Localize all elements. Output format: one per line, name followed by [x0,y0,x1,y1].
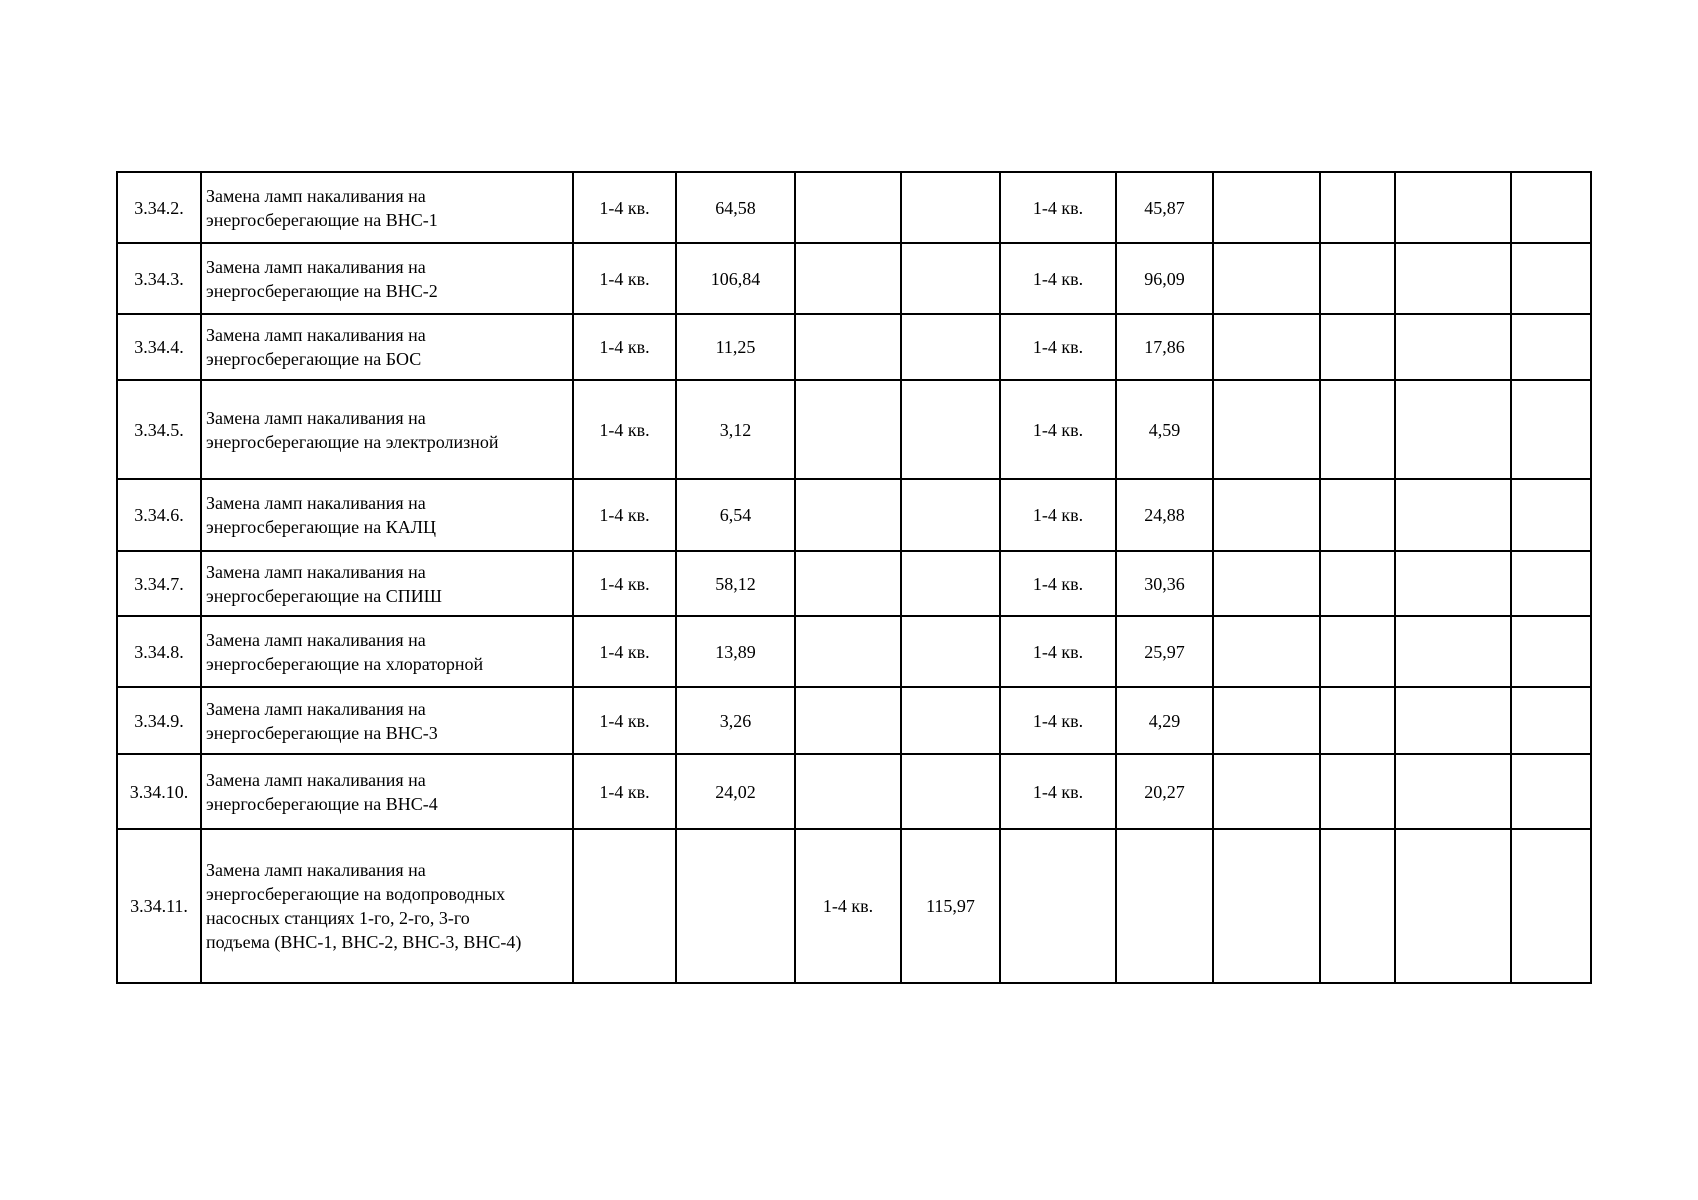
value-col-3: 24,88 [1116,479,1213,551]
empty-col-8 [1320,243,1395,314]
period-col-1: 1-4 кв. [573,243,676,314]
period-col-2 [795,172,901,243]
period-col-2 [795,551,901,616]
empty-col-9 [1395,380,1511,479]
row-number: 3.34.4. [117,314,201,380]
empty-col-10 [1511,829,1591,983]
row-description [201,243,573,314]
empty-col-8 [1320,380,1395,479]
row-number: 3.34.5. [117,380,201,479]
empty-col-9 [1395,172,1511,243]
description-line: Замена ламп накаливания на [206,561,426,582]
row-description [201,616,573,687]
period-col-3: 1-4 кв. [1000,687,1116,754]
empty-col-9 [1395,243,1511,314]
value-col-1 [676,829,795,983]
empty-col-10 [1511,616,1591,687]
empty-col-8 [1320,551,1395,616]
period-col-1 [573,829,676,983]
row-description [201,829,573,983]
description-line: Замена ламп накаливания на [206,629,426,650]
period-col-2 [795,687,901,754]
period-col-2 [795,380,901,479]
period-col-2 [795,314,901,380]
value-col-3: 20,27 [1116,754,1213,829]
row-description [201,314,573,380]
empty-col-9 [1395,687,1511,754]
period-col-2 [795,243,901,314]
empty-col-10 [1511,243,1591,314]
empty-col-7 [1213,243,1320,314]
empty-col-10 [1511,314,1591,380]
table-row [117,314,1591,380]
description-line: Замена ламп накаливания на [206,256,426,277]
description-line: Замена ламп накаливания на [206,185,426,206]
period-col-3 [1000,829,1116,983]
row-description [201,479,573,551]
value-col-1: 58,12 [676,551,795,616]
period-col-3: 1-4 кв. [1000,479,1116,551]
value-col-3: 4,59 [1116,380,1213,479]
table-row [117,687,1591,754]
table-row [117,243,1591,314]
empty-col-8 [1320,687,1395,754]
row-number: 3.34.8. [117,616,201,687]
description-line: энергосберегающие на БОС [206,349,422,369]
description-line: Замена ламп накаливания на [206,698,426,719]
row-description [201,172,573,243]
description-line: насосных станциях 1-го, 2-го, 3-го [206,908,470,928]
empty-col-7 [1213,551,1320,616]
value-col-3: 25,97 [1116,616,1213,687]
period-col-3: 1-4 кв. [1000,754,1116,829]
row-description [201,754,573,829]
value-col-2 [901,479,1000,551]
value-col-2 [901,243,1000,314]
table-row [117,616,1591,687]
period-col-3: 1-4 кв. [1000,616,1116,687]
value-col-1: 3,26 [676,687,795,754]
empty-col-8 [1320,616,1395,687]
period-col-3: 1-4 кв. [1000,172,1116,243]
value-col-1: 106,84 [676,243,795,314]
period-col-1: 1-4 кв. [573,380,676,479]
description-line: энергосберегающие на ВНС-2 [206,280,438,301]
description-line: энергосберегающие на водопроводных [206,884,506,904]
value-col-3: 45,87 [1116,172,1213,243]
value-col-2 [901,380,1000,479]
description-line: Замена ламп накаливания на [206,769,426,790]
period-col-3: 1-4 кв. [1000,551,1116,616]
row-number: 3.34.2. [117,172,201,243]
empty-col-7 [1213,687,1320,754]
row-description [201,687,573,754]
period-col-2 [795,616,901,687]
empty-col-8 [1320,754,1395,829]
empty-col-7 [1213,616,1320,687]
table-row [117,551,1591,616]
table-row [117,172,1591,243]
description-line: энергосберегающие на ВНС-4 [206,793,438,814]
description-line: энергосберегающие на СПИШ [206,585,442,606]
period-col-1: 1-4 кв. [573,314,676,380]
empty-col-8 [1320,172,1395,243]
row-number: 3.34.6. [117,479,201,551]
value-col-3: 96,09 [1116,243,1213,314]
description-line: энергосберегающие на ВНС-1 [206,209,438,230]
value-col-3: 4,29 [1116,687,1213,754]
period-col-1: 1-4 кв. [573,754,676,829]
empty-col-7 [1213,172,1320,243]
empty-col-8 [1320,314,1395,380]
value-col-2 [901,687,1000,754]
empty-col-10 [1511,687,1591,754]
empty-col-9 [1395,616,1511,687]
period-col-2 [795,479,901,551]
description-line: энергосберегающие на ВНС-3 [206,722,438,743]
period-col-1: 1-4 кв. [573,479,676,551]
table-row [117,754,1591,829]
period-col-1: 1-4 кв. [573,172,676,243]
empty-col-10 [1511,479,1591,551]
empty-col-9 [1395,314,1511,380]
period-col-3: 1-4 кв. [1000,380,1116,479]
empty-col-7 [1213,479,1320,551]
value-col-1: 64,58 [676,172,795,243]
row-description [201,380,573,479]
empty-col-9 [1395,754,1511,829]
description-line: Замена ламп накаливания на [206,407,426,428]
value-col-2 [901,754,1000,829]
value-col-1: 24,02 [676,754,795,829]
value-col-1: 6,54 [676,479,795,551]
row-number: 3.34.11. [117,829,201,983]
row-description [201,551,573,616]
period-col-2 [795,754,901,829]
period-col-1: 1-4 кв. [573,551,676,616]
description-line: подъема (ВНС-1, ВНС-2, ВНС-3, ВНС-4) [206,932,522,952]
table-row [117,380,1591,479]
empty-col-10 [1511,754,1591,829]
empty-col-7 [1213,380,1320,479]
description-line: энергосберегающие на электролизной [206,431,499,452]
period-col-2: 1-4 кв. [795,829,901,983]
value-col-1: 11,25 [676,314,795,380]
period-col-3: 1-4 кв. [1000,243,1116,314]
table-row [117,479,1591,551]
row-number: 3.34.10. [117,754,201,829]
value-col-2: 115,97 [901,829,1000,983]
value-col-2 [901,616,1000,687]
description-line: энергосберегающие на хлораторной [206,653,484,674]
value-col-2 [901,172,1000,243]
description-line: Замена ламп накаливания на [206,860,426,880]
description-line: Замена ламп накаливания на [206,325,426,345]
period-col-1: 1-4 кв. [573,687,676,754]
row-number: 3.34.3. [117,243,201,314]
empty-col-8 [1320,829,1395,983]
value-col-3 [1116,829,1213,983]
row-number: 3.34.7. [117,551,201,616]
empty-col-8 [1320,479,1395,551]
empty-col-9 [1395,479,1511,551]
value-col-3: 30,36 [1116,551,1213,616]
value-col-2 [901,551,1000,616]
empty-col-7 [1213,829,1320,983]
value-col-2 [901,314,1000,380]
empty-col-9 [1395,551,1511,616]
empty-col-7 [1213,754,1320,829]
empty-col-10 [1511,380,1591,479]
table-row [117,829,1591,983]
period-col-1: 1-4 кв. [573,616,676,687]
empty-col-9 [1395,829,1511,983]
empty-col-7 [1213,314,1320,380]
value-col-1: 3,12 [676,380,795,479]
measures-table [116,171,1592,984]
value-col-3: 17,86 [1116,314,1213,380]
description-line: энергосберегающие на КАЛЦ [206,517,436,537]
empty-col-10 [1511,551,1591,616]
period-col-3: 1-4 кв. [1000,314,1116,380]
description-line: Замена ламп накаливания на [206,493,426,513]
empty-col-10 [1511,172,1591,243]
value-col-1: 13,89 [676,616,795,687]
row-number: 3.34.9. [117,687,201,754]
table-body [117,172,1591,983]
